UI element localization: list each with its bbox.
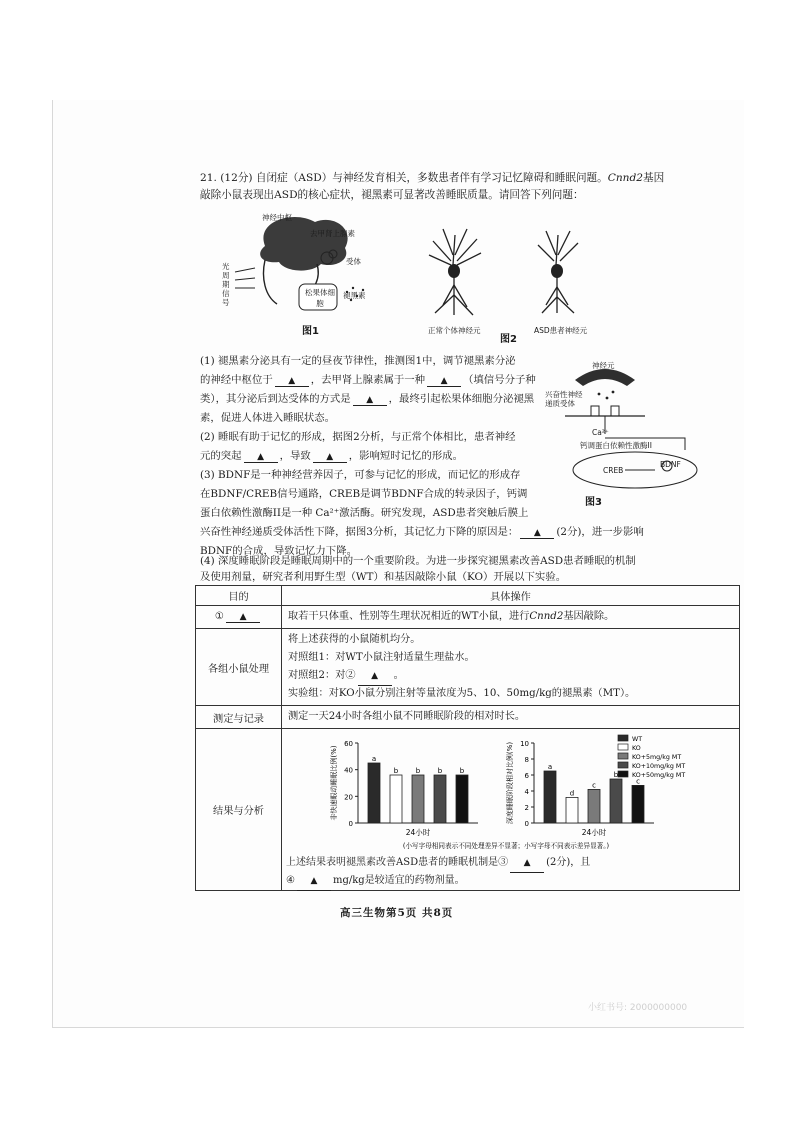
fig1-label-receptor: 受体 [346, 257, 361, 266]
table-row [196, 629, 740, 706]
figure-3 [555, 350, 735, 500]
bar-letter-label: b [393, 767, 399, 775]
y-tick-label: 2 [524, 804, 529, 812]
figure-2-asd-neuron [528, 225, 588, 320]
fig1-label-light: 光周期信号 [222, 262, 230, 307]
y-tick-label: 4 [524, 788, 529, 796]
ops-cell-3: 测定一天24小时各组小鼠不同睡眠阶段的相对时长。 [282, 706, 740, 729]
table-row [196, 729, 740, 891]
purpose-cell-4: 结果与分析 [196, 729, 282, 891]
gene-name: Cnnd2 [607, 172, 644, 184]
intro-line1: 21. (12分) 自闭症（ASD）与神经发育相关，多数患者伴有学习记忆障碍和睡眠问题。 [200, 172, 608, 184]
table-blank-2[interactable]: ▲ [358, 667, 392, 686]
purpose-cell-1: ① ▲ [196, 606, 282, 629]
fig2-caption: 图2 [500, 334, 517, 345]
y-tick-label: 60 [344, 740, 353, 748]
bar [610, 779, 622, 823]
fig1-label-nerve: 去甲肾上腺素 [310, 229, 355, 238]
bar-letter-label: c [636, 777, 640, 786]
fig3-label-bdnf: BDNF [660, 460, 681, 469]
y-tick-label: 40 [344, 766, 353, 775]
y-tick-label: 6 [524, 772, 529, 780]
y-tick-label: 0 [348, 820, 353, 828]
results-charts [286, 729, 726, 851]
purpose-cell-3: 测定与记录 [196, 706, 282, 729]
y-tick-label: 10 [520, 740, 529, 748]
receptor-2 [611, 406, 619, 416]
y-tick-label: 8 [524, 756, 529, 764]
receptor-1 [591, 406, 599, 416]
legend-label: KO [632, 745, 641, 752]
bar-letter-label: d [569, 789, 575, 798]
legend-swatch [618, 762, 628, 768]
y-axis-label: 深度睡眠阶段相对比例(%) [506, 741, 514, 825]
fig1-label-melatonin: 褪黑素 [343, 291, 366, 300]
bar-letter-label: b [459, 767, 465, 775]
bar [588, 789, 600, 823]
q3-line-b: 在BDNF/CREB信号通路，CREB是调节BDNF合成的转录因子，钙调 [200, 488, 528, 500]
chart-note: (小写字母相同表示不同处理差异不显著；小写字母不同表示差异显著。) [402, 842, 610, 850]
legend-swatch [618, 735, 628, 741]
q2-line-b: 元的突起 ▲ ，导致 ▲ ，影响短时记忆的形成。 [200, 450, 464, 462]
table-row [196, 606, 740, 629]
legend-label: KO+10mg/kg MT [632, 763, 686, 770]
q1-blank-2[interactable]: ▲ [427, 374, 461, 387]
fig2-label-normal: 正常个体神经元 [428, 326, 481, 335]
fig3-label-top: 神经元 [592, 361, 615, 370]
fig3-label-creb: CREB [603, 466, 624, 475]
light-arrow-2 [235, 278, 255, 280]
bar [368, 763, 380, 823]
legend-swatch [618, 771, 628, 777]
header-purpose: 目的 [196, 586, 282, 606]
q1-blank-3[interactable]: ▲ [353, 393, 387, 406]
figure-2-normal-neuron [425, 225, 485, 320]
bar-letter-label: b [613, 771, 619, 779]
q1-line-b: 的神经中枢位于 ▲ ，去甲肾上腺素属于一种 ▲ （填信号分子种 [200, 374, 536, 386]
bar [632, 785, 644, 823]
bar [412, 775, 424, 823]
ops-cell-4: 0 20 40 60 a b b b b 24小时 非快速眼动睡眠比例(%) 0 2 4 6 8 10 a d c b c 24小时 深度睡眠阶段相对比例(%) (小写字母相同表示不同处理差异不显著；小写字母不同表示差异显著。) WT KO KO+5mg/kg MT KO+10mg/kg MT KO+50mg/kg MT 上述结果表明褪黑素改善ASD患者的睡眠机制是③ ▲ (2分)，且 ④ ▲ mg/kg是较适宜的药物剂量。 [282, 729, 740, 891]
fig3-label-receptor: 兴奋性神经递质受体 [545, 390, 583, 408]
page-footer: 高三生物第5页 共8页 [340, 907, 454, 919]
q3-line-c: 蛋白依赖性激酶II是一种 Ca²⁺激活酶。研究发现，ASD患者突触后膜上 [200, 507, 529, 519]
q4-line-a: (4) 深度睡眠阶段是睡眠周期中的一个重要阶段。为进一步探究褪黑素改善ASD患者睡眠的机制 [200, 555, 636, 567]
q1-blank-1[interactable]: ▲ [275, 374, 309, 387]
ops-cell-1: 取若干只体重、性别等生理状况相近的WT小鼠，进行Cnnd2基因敲除。 [282, 606, 740, 629]
x-axis-label: 24小时 [405, 828, 431, 837]
table-header-row [196, 586, 740, 606]
legend-label: KO+50mg/kg MT [632, 772, 686, 779]
q1-line-c: 类），其分泌后到达受体的方式是 ▲ ，最终引起松果体细胞分泌褪黑 [200, 393, 535, 405]
purpose-cell-2: 各组小鼠处理 [196, 629, 282, 706]
q3-blank-1[interactable]: ▲ [520, 526, 554, 539]
bar [456, 775, 468, 823]
bar-letter-label: b [415, 767, 421, 775]
y-tick-label: 20 [344, 793, 353, 802]
bar-letter-label: a [371, 755, 377, 763]
legend-swatch [618, 744, 628, 750]
presynaptic-terminal [575, 369, 635, 386]
intro-line2: 敲除小鼠表现出ASD的核心症状，褪黑素可显著改善睡眠质量。请回答下列问题： [200, 189, 584, 201]
fig1-label-organ: 松果体细胞 [305, 288, 335, 308]
q2-blank-2[interactable]: ▲ [313, 450, 347, 463]
legend-label: WT [632, 736, 643, 743]
intro-line1-suffix: 基因 [643, 172, 665, 184]
ops-cell-2: 将上述获得的小鼠随机均分。 对照组1：对WT小鼠注射适量生理盐水。 对照组2：对② ▲ 。 实验组：对KO小鼠分别注射等量浓度为5、10、50mg/kg的褪黑素（MT）。 [282, 629, 740, 706]
bar-letter-label: a [547, 763, 553, 771]
q3-line-e: BDNF的合成，导致记忆力下降。 [200, 545, 357, 557]
fig3-caption: 图3 [585, 497, 602, 508]
bar-letter-label: c [592, 781, 596, 790]
table-row [196, 706, 740, 729]
nerve-path-2 [264, 260, 278, 304]
x-axis-label: 24小时 [581, 828, 607, 837]
q1-line-a: (1) 褪黑素分泌具有一定的昼夜节律性，推测图1中，调节褪黑素分泌 [200, 355, 516, 367]
light-arrow-1 [235, 268, 255, 272]
header-operations: 具体操作 [282, 586, 740, 606]
legend-label: KO+5mg/kg MT [632, 754, 682, 761]
legend-swatch [618, 753, 628, 759]
q2-blank-1[interactable]: ▲ [244, 450, 278, 463]
experiment-table [195, 585, 740, 891]
q4-line-b: 及使用剂量，研究者利用野生型（WT）和基因敲除小鼠（KO）开展以下实验。 [200, 571, 567, 583]
y-tick-label: 0 [524, 820, 529, 828]
table-blank-1[interactable]: ▲ [226, 611, 260, 623]
bar [390, 775, 402, 823]
brain-shape [260, 217, 347, 271]
bar [566, 797, 578, 823]
bar-letter-label: b [437, 767, 443, 775]
fig3-label-kinase: 钙调蛋白依赖性激酶II [580, 441, 652, 450]
y-axis-label: 非快速眼动睡眠比例(%) [330, 745, 338, 821]
fig3-label-ca: Ca²⁺ [592, 428, 609, 437]
bar [434, 775, 446, 823]
table-blank-3[interactable]: ▲ [510, 854, 544, 873]
bar [544, 771, 556, 823]
watermark: 小红书号: 2000000000 [588, 1003, 688, 1013]
q2-line-a: (2) 睡眠有助于记忆的形成，据图2分析，与正常个体相比，患者神经 [200, 431, 516, 443]
table-blank-4[interactable]: ▲ [297, 872, 331, 891]
q1-line-d: 素，促进人体进入睡眠状态。 [200, 412, 336, 424]
q3-line-a: (3) BDNF是一种神经营养因子，可参与记忆的形成，而记忆的形成存 [200, 469, 521, 481]
fig1-label-center: 神经中枢 [262, 213, 292, 222]
q3-line-d: 兴奋性神经递质受体活性下降，据图3分析，其记忆力下降的原因是： ▲ (2分)，进一步影响 [200, 526, 644, 538]
question-intro [200, 170, 740, 204]
fig1-caption: 图1 [302, 326, 319, 337]
fig2-label-asd: ASD患者神经元 [534, 326, 588, 335]
